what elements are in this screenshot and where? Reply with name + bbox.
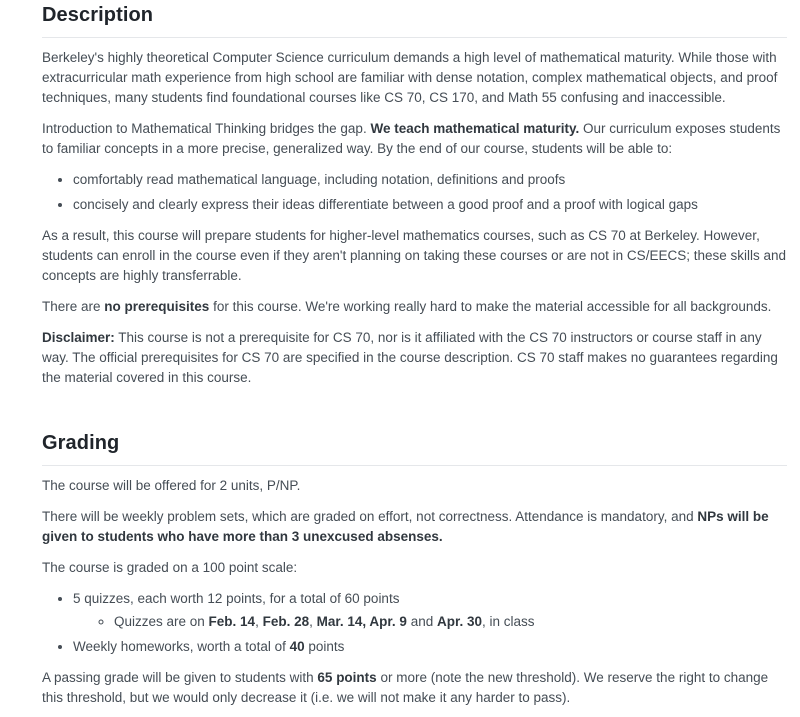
text-segment: This course is not a prerequisite for CS 70, nor is it affiliated with the CS 70 instructors or course staff in any way. The official prerequisites for CS 70 are specified in the course description. CS 70 staff makes no guarantees regarding the material covered in this course. — [42, 330, 778, 385]
text-segment-bold: Disclaimer: — [42, 330, 115, 345]
list-item-express-ideas: • concisely and clearly express their ideas differentiate between a good proof and a proof with logical gaps — [73, 195, 787, 215]
text-segment: for this course. We're working really hard to make the material accessible for all backgrounds. — [209, 299, 772, 314]
text-segment: Weekly homeworks, worth a total of — [73, 639, 290, 654]
text-segment: Introduction to Mathematical Thinking bridges the gap. — [42, 121, 371, 136]
text-segment-bold: 65 points — [317, 670, 377, 685]
grading-breakdown-list — [42, 589, 787, 657]
text-segment: There will be weekly problem sets, which are graded on effort, not correctness. Attendance is mandatory, and — [42, 509, 698, 524]
text-segment-bold: 40 — [289, 639, 305, 654]
quiz-date: Mar. 14, Apr. 9 — [316, 614, 407, 629]
grading-heading: Grading — [42, 430, 787, 466]
text-segment: , — [255, 614, 263, 629]
text-segment: Our curriculum exposes students to familiar concepts in a more precise, generalized way. By the end of our course, students will be able to: — [42, 121, 781, 156]
quiz-dates-sublist — [73, 612, 787, 632]
section-description — [42, 2, 787, 388]
text-segment-bold: We teach mathematical maturity. — [370, 121, 580, 136]
text-segment: There are — [42, 299, 105, 314]
paragraph-problem-sets — [42, 507, 787, 547]
text-segment: Quizzes are on — [114, 614, 209, 629]
text-segment: points — [304, 639, 345, 654]
text-segment: 5 quizzes, each worth 12 points, for a total of 60 points — [73, 591, 400, 606]
text-segment: A passing grade will be given to students with — [42, 670, 318, 685]
paragraph-preparation: As a result, this course will prepare students for higher-level mathematics courses, such as CS 70 at Berkeley. However, students can enroll in the course even if they aren't planning on taking these courses or are not in CS/EECS; these skills and concepts are highly transferrable. — [42, 228, 787, 283]
paragraph-passing-grade — [42, 668, 787, 708]
paragraph-curriculum-overview: Berkeley's highly theoretical Computer Science curriculum demands a high level of mathematical maturity. While those with extracurricular math experience from high school are familiar with dense notation, complex mathematical objects, and proof techniques, many students find foundational courses like CS 70, CS 170, and Math 55 confusing and inaccessible. — [42, 50, 778, 105]
text-segment: or more (note the new threshold). We reserve the right to change this threshold, but we would only decrease it (i.e. we will not make it any harder to pass). — [42, 670, 769, 705]
text-segment: , — [309, 614, 317, 629]
paragraph-units: The course will be offered for 2 units, P/NP. — [42, 478, 301, 493]
paragraph-disclaimer — [42, 328, 787, 388]
text-segment-bold: NPs will be given to students who have more than 3 unexcused absenses. — [42, 509, 769, 544]
text-segment-bold: no prerequisites — [104, 299, 210, 314]
quiz-date: Apr. 30 — [436, 614, 482, 629]
paragraph-prerequisites — [42, 297, 787, 317]
list-item-quizzes — [73, 589, 787, 632]
text-segment: , in class — [482, 614, 535, 629]
list-item-homeworks — [73, 637, 787, 657]
learning-outcomes-list — [42, 170, 787, 215]
section-grading — [42, 430, 787, 708]
list-item-read-math: • comfortably read mathematical language, including notation, definitions and proofs — [73, 170, 787, 190]
text-segment: and — [406, 614, 437, 629]
quiz-date: Feb. 14 — [208, 614, 256, 629]
list-item-quiz-dates — [114, 612, 787, 632]
quiz-date: Feb. 28 — [262, 614, 310, 629]
paragraph-point-scale: The course is graded on a 100 point scale: — [42, 560, 298, 575]
paragraph-course-mission — [42, 119, 787, 159]
description-heading: Description — [42, 2, 787, 38]
